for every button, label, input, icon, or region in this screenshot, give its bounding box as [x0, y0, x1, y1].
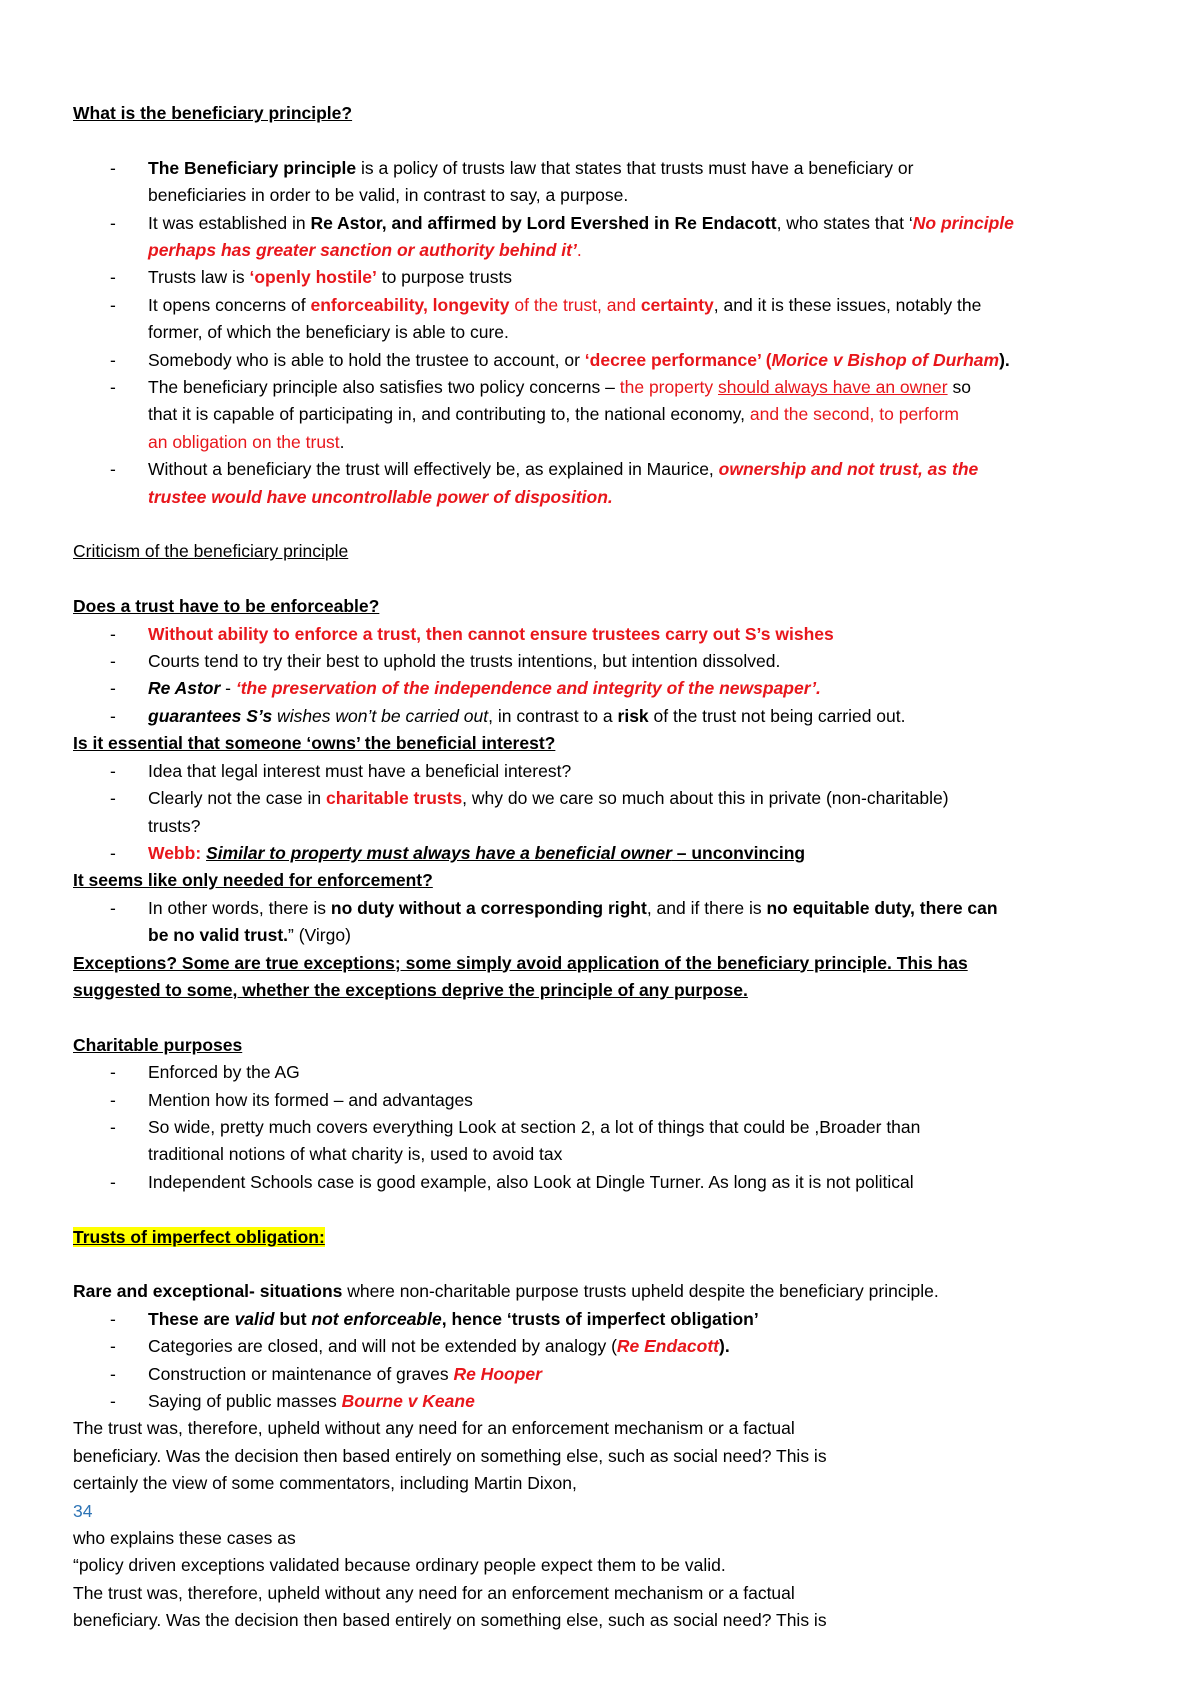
text-run: but [274, 1308, 312, 1329]
text-run: – unconvincing [671, 842, 806, 863]
text-run: . [339, 431, 345, 452]
text-run: enforceability, longevity [310, 294, 510, 315]
text-run: , in contrast to a [488, 705, 618, 726]
text-run: charitable trusts [326, 788, 463, 809]
text-run: not enforceable [311, 1308, 442, 1329]
text-run: ownership and not trust, as the [718, 459, 979, 480]
text-line: Without ability to enforce a trust, then cannot ensure trustees carry out S’s wishes [148, 623, 834, 644]
text-run: The Beneficiary principle [148, 157, 357, 178]
text-line: trusts? [148, 815, 201, 836]
question-heading: It seems like only needed for enforcement? [73, 870, 433, 891]
spacer [73, 1251, 1120, 1278]
text-run: Categories are closed, and will not be extended by analogy ( [148, 1336, 617, 1357]
bullet-dash: - [110, 1308, 116, 1329]
text-run: where non-charitable purpose trusts upheld despite the beneficiary principle. [342, 1281, 939, 1302]
quote-run: ‘the preservation of the independence and integrity of the newspaper’. [235, 678, 821, 699]
list-item [73, 675, 1120, 702]
list-item [73, 1361, 1120, 1388]
text-run: the property [619, 377, 718, 398]
bullet-dash: - [110, 1062, 116, 1083]
paragraph-line: The trust was, therefore, upheld without any need for an enforcement mechanism or a factual [73, 1418, 795, 1439]
text-run: ‘openly hostile’ [249, 267, 377, 288]
list-item [73, 292, 1120, 347]
exceptions-heading: Exceptions? Some are true exceptions; some simply avoid application of the beneficiary principle. This has [73, 952, 968, 973]
spacer [73, 127, 1120, 154]
text-run: , and if there is [646, 897, 767, 918]
text-run: wishes won’t be carried out [272, 705, 489, 726]
text-run: of the trust, and [509, 294, 641, 315]
bullet-dash: - [110, 760, 116, 781]
case-name: Re Hooper [453, 1363, 542, 1384]
text-line: So wide, pretty much covers everything Look at section 2, a lot of things that could be ,Broader than [148, 1116, 921, 1137]
text-run: The beneficiary principle also satisfies two policy concerns – [148, 377, 620, 398]
text-run: ” (Virgo) [288, 925, 351, 946]
text-line: Courts tend to try their best to uphold the trusts intentions, but intention dissolved. [148, 651, 781, 672]
bullet-dash: - [110, 157, 116, 178]
list-item [73, 895, 1120, 950]
bullet-dash: - [110, 1171, 116, 1192]
question-heading: Does a trust have to be enforceable? [73, 596, 380, 617]
list-item [73, 347, 1120, 374]
list-item [73, 1087, 1120, 1114]
text-line: Enforced by the AG [148, 1062, 300, 1083]
paragraph-line: The trust was, therefore, upheld without any need for an enforcement mechanism or a factual [73, 1582, 795, 1603]
bullet-dash: - [110, 349, 116, 370]
text-line: former, of which the beneficiary is able to cure. [148, 322, 509, 343]
text-run: - [220, 678, 236, 699]
text-line: traditional notions of what charity is, used to avoid tax [148, 1144, 563, 1165]
heading-beneficiary-principle: What is the beneficiary principle? [73, 103, 353, 123]
spacer [73, 1196, 1120, 1223]
bullet-dash: - [110, 1336, 116, 1357]
text-run: ). [719, 1336, 730, 1357]
spacer [73, 1004, 1120, 1031]
text-run: should always have an owner [718, 377, 948, 398]
paragraph-line: beneficiary. Was the decision then based entirely on something else, such as social need? This is [73, 1445, 827, 1466]
bullet-dash: - [110, 842, 116, 863]
heading-charitable-purposes: Charitable purposes [73, 1034, 243, 1055]
list-item [73, 210, 1120, 265]
list-item [73, 1388, 1120, 1415]
bullet-dash: - [110, 678, 116, 699]
text-run: an obligation on the trust [148, 431, 340, 452]
footnote-number: 34 [73, 1500, 93, 1521]
spacer [73, 566, 1120, 593]
list-item [73, 703, 1120, 730]
list-item [73, 1059, 1120, 1086]
bullet-dash: - [110, 1116, 116, 1137]
text-run: Re Astor, and affirmed by Lord Evershed in Re Endacott [310, 212, 777, 233]
bullet-dash: - [110, 705, 116, 726]
bullet-dash: - [110, 459, 116, 480]
text-line: Independent Schools case is good example, also Look at Dingle Turner. As long as it is not political [148, 1171, 914, 1192]
bullet-dash: - [110, 267, 116, 288]
text-run: Saying of public masses [148, 1391, 342, 1411]
list-item [73, 155, 1120, 210]
paragraph-line: certainly the view of some commentators, including Martin Dixon, [73, 1473, 577, 1494]
text-run: Construction or maintenance of graves [148, 1363, 454, 1384]
text-run: ‘decree performance’ ( [584, 349, 772, 370]
spacer [73, 511, 1120, 538]
text-run: Trusts law is [148, 267, 250, 288]
text-run: , why do we care so much about this in private (non-charitable) [462, 788, 949, 809]
exceptions-heading: suggested to some, whether the exceptions deprive the principle of any purpose. [73, 979, 748, 1000]
text-line: beneficiaries in order to be valid, in contrast to say, a purpose. [148, 185, 629, 206]
bullet-dash: - [110, 1391, 116, 1411]
text-run: Clearly not the case in [148, 788, 327, 809]
bullet-dash: - [110, 377, 116, 398]
bullet-dash: - [110, 623, 116, 644]
text-run: Similar to property must always have a beneficial owner [206, 842, 672, 863]
paragraph-line: “policy driven exceptions validated because ordinary people expect them to be valid. [73, 1555, 726, 1576]
text-run: risk [617, 705, 649, 726]
list-item [73, 1333, 1120, 1360]
heading-imperfect-obligation: Trusts of imperfect obligation: [73, 1226, 325, 1247]
text-run: and the second, to perform [749, 404, 960, 425]
list-item [73, 1306, 1120, 1333]
text-run: ). [999, 349, 1010, 370]
text-run: Without a beneficiary the trust will effectively be, as explained in Maurice, [148, 459, 719, 480]
text-run: to purpose trusts [376, 267, 513, 288]
case-name: Re Astor [148, 678, 221, 699]
case-name: Bourne v Keane [341, 1391, 475, 1411]
case-name: Re Endacott [616, 1336, 720, 1357]
paragraph-line: beneficiary. Was the decision then based entirely on something else, such as social need? This is [73, 1610, 827, 1631]
text-run: It opens concerns of [148, 294, 311, 315]
list-item [73, 621, 1120, 648]
bullet-dash: - [110, 294, 116, 315]
list-item [73, 785, 1120, 840]
text-run: , and it is these issues, notably the [713, 294, 982, 315]
list-item [73, 456, 1120, 511]
text-run: be no valid trust. [148, 925, 289, 946]
text-run: valid [234, 1308, 275, 1329]
text-run: . [576, 240, 582, 261]
text-run: Rare and exceptional- situations [73, 1281, 343, 1302]
bullet-dash: - [110, 1363, 116, 1384]
text-line: trustee would have uncontrollable power of disposition. [148, 486, 613, 507]
text-run: Webb: [148, 842, 202, 863]
heading-criticism: Criticism of the beneficiary principle [73, 541, 349, 562]
paragraph-line: who explains these cases as [73, 1528, 296, 1549]
text-run: These are [148, 1308, 235, 1329]
text-run: , who states that ‘ [776, 212, 913, 233]
text-run: It was established in [148, 212, 311, 233]
bullet-dash: - [110, 788, 116, 809]
list-item [73, 840, 1120, 867]
quote-run: perhaps has greater sanction or authority behind it’ [148, 240, 577, 261]
question-heading: Is it essential that someone ‘owns’ the beneficial interest? [73, 733, 556, 754]
list-item [73, 758, 1120, 785]
list-item [73, 648, 1120, 675]
list-item [73, 1114, 1120, 1169]
text-run: , hence ‘trusts of imperfect obligation’ [441, 1308, 759, 1329]
list-item [73, 264, 1120, 291]
case-name: Morice v Bishop of Durham [771, 349, 1000, 370]
quote-run: No principle [912, 212, 1014, 233]
text-run: Somebody who is able to hold the trustee to account, or [148, 349, 585, 370]
list-item [73, 374, 1120, 456]
text-run: is a policy of trusts law that states that trusts must have a beneficiary or [356, 157, 914, 178]
text-run: In other words, there is [148, 897, 331, 918]
text-line: Idea that legal interest must have a beneficial interest? [148, 760, 572, 781]
text-line: Mention how its formed – and advantages [148, 1089, 473, 1110]
text-run: no duty without a corresponding right [330, 897, 647, 918]
text-run: guarantees S’s [148, 705, 273, 726]
bullet-dash: - [110, 212, 116, 233]
text-run: so [947, 377, 971, 398]
list-item [73, 1169, 1120, 1196]
text-run: certainty [640, 294, 714, 315]
bullet-dash: - [110, 897, 116, 918]
text-run: no equitable duty, there can [766, 897, 998, 918]
text-run: that it is capable of participating in, and contributing to, the national economy, [148, 404, 750, 425]
bullet-dash: - [110, 651, 116, 672]
text-run: of the trust not being carried out. [648, 705, 906, 726]
bullet-dash: - [110, 1089, 116, 1110]
